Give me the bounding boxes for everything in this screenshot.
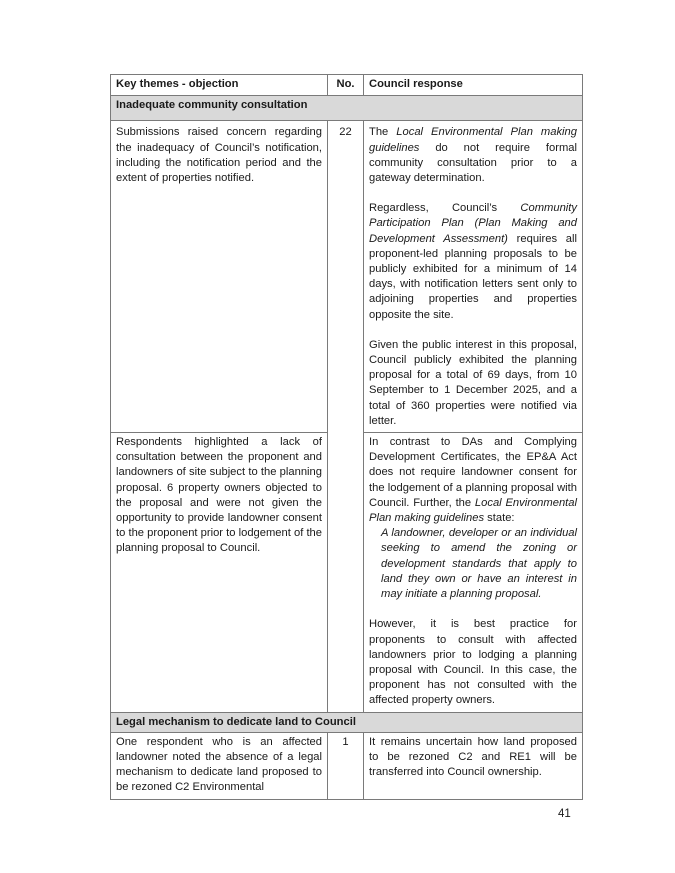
table-row [111,121,583,433]
response-text: Regardless, Council’s [369,202,521,215]
response-text: The [369,126,397,139]
document-reference: Community Participation Plan (Plan Making and Development Assessment) [369,202,577,245]
table-row [111,732,583,799]
response-paragraph: However, it is best practice for proponents to consult with affected landowners prior to lodging a planning proposal with Council. In this case, the proponent has not consulted with the affected property owners. [369,618,577,707]
response-paragraph [369,435,577,526]
theme-cell: Respondents highlighted a lack of consultation between the proponent and landowners of site subject to the planning proposal. 6 property owners objected to the proposal and were not given the opportunity to provide landowner consent to the proponent prior to lodgement of the planning proposal to Council. [111,433,328,712]
header-key-themes: Key themes - objection [111,75,328,96]
section-title: Inadequate community consultation [111,96,583,121]
section-row [111,96,583,121]
response-cell [364,433,583,712]
section-row [111,712,583,732]
response-paragraph [369,125,577,186]
section-title: Legal mechanism to dedicate land to Council [111,712,583,732]
document-reference: Local Environmental Plan making guidelines [369,126,577,154]
response-text: requires all proponent-led planning proposals to be publicly exhibited for a minimum of 14 days, with notification letters sent only to adjoining properties and properties opposite the site. [369,232,577,321]
response-paragraph [369,201,577,323]
response-text: state: [484,512,515,525]
quoted-guideline: A landowner, developer or an individual seeking to amend the zoning or development standards that apply to land they own or have an interest in may initiate a planning proposal. [381,527,577,601]
response-cell [364,732,583,799]
objection-themes-table [110,74,583,800]
response-text: do not require formal community consultation prior to a gateway determination. [369,141,577,185]
response-text: In contrast to DAs and Complying Development Certificates, the EP&A Act does not require landowner consent for the lodgement of a planning proposal with Council. Further, the [369,436,577,509]
table-header-row [111,75,583,96]
theme-cell: One respondent who is an affected landowner noted the absence of a legal mechanism to dedicate land proposed to be rezoned C2 Environmental [111,732,328,799]
response-paragraph: It remains uncertain how land proposed to be rezoned C2 and RE1 will be transferred into Council ownership. [369,735,577,779]
theme-cell: Submissions raised concern regarding the inadequacy of Council’s notification, including the notification period and the extent of properties notified. [111,121,328,433]
response-paragraph: Given the public interest in this proposal, Council publicly exhibited the planning proposal for a total of 69 days, from 10 September to 1 December 2025, and a total of 360 properties were notified via letter. [369,338,577,427]
response-cell [364,121,583,433]
count-cell: 22 [328,121,364,712]
page-number: 41 [558,808,571,820]
document-reference: Local Environmental Plan making guidelines [369,496,577,525]
header-council-response: Council response [364,75,583,96]
header-number: No. [328,75,364,96]
count-cell: 1 [328,732,364,799]
